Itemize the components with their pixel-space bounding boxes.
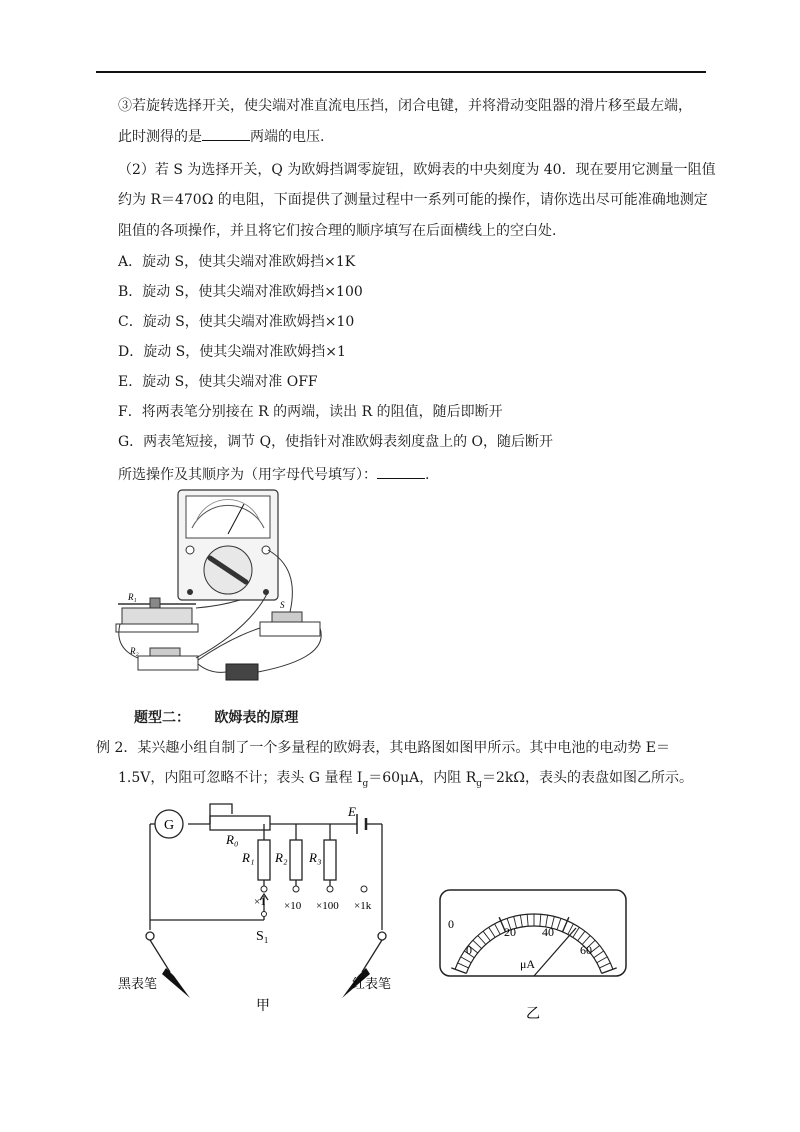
q2-intro-line1: （2）若 S 为选择开关，Q 为欧姆挡调零旋钮，欧姆表的中央刻度为 40．现在要用它测量一阻值: [118, 162, 716, 178]
label-x1k: ×1k: [354, 900, 372, 912]
red-probe-lead: [362, 940, 382, 972]
resistor-r2: [290, 840, 302, 880]
option-b: B．旋动 S，使其尖端对准欧姆挡×100: [118, 284, 363, 300]
black-probe: [162, 968, 190, 998]
q1-item3-text-b: 两端的电压.: [250, 129, 325, 145]
q1-item3-text-a: 此时测得的是: [118, 129, 202, 145]
rheostat-coil: [122, 608, 192, 624]
label-black-probe: 黑表笔: [118, 976, 158, 991]
terminal-black[interactable]: [263, 589, 269, 595]
option-d: D．旋动 S，使其尖端对准欧姆挡×1: [118, 344, 346, 360]
answer-blank-1[interactable]: [202, 126, 250, 141]
label-r3: R₃: [309, 850, 322, 865]
subscript-g2: g: [476, 778, 482, 789]
example2-text-a: 1.5V，内阻可忽略不计；表头 G 量程 I: [118, 770, 363, 786]
q1-item3-line2: [118, 126, 324, 147]
battery: [226, 664, 258, 680]
switch-s[interactable]: [272, 612, 302, 622]
rheostat-base: [116, 624, 198, 632]
caption-jia: 甲: [256, 999, 270, 1014]
red-terminal[interactable]: [378, 932, 386, 940]
example2-line2: [118, 768, 693, 794]
label-r1: R₁: [128, 592, 137, 602]
contact-x1k[interactable]: [361, 886, 367, 892]
label-r2: R₂: [130, 646, 139, 656]
label-x100: ×100: [316, 900, 339, 912]
example2-line1: 例 2．某兴趣小组自制了一个多量程的欧姆表，其电路图如图甲所示。其中电池的电动势 E＝: [96, 740, 671, 756]
resistor-r0: [210, 816, 270, 830]
label-x10: ×10: [284, 900, 302, 912]
caption-yi: 乙: [526, 1007, 540, 1022]
dial-unit: μA: [520, 957, 536, 971]
resistor-r2-base: [138, 656, 198, 670]
option-e: E．旋动 S，使其尖端对准 OFF: [118, 374, 318, 390]
zero-adjust-knob[interactable]: [186, 546, 194, 554]
switch-s-base: [260, 622, 320, 636]
subscript-g1: g: [362, 778, 369, 789]
label-r2: R₂: [275, 850, 288, 865]
terminal-com[interactable]: [187, 589, 193, 595]
section-title: 欧姆表的原理: [214, 710, 299, 726]
dial-scale-start-label: 0: [448, 917, 454, 931]
resistor-r2: [150, 648, 180, 656]
contact-x1[interactable]: [261, 886, 267, 892]
dial-tick-label-0: 0: [466, 943, 472, 957]
section-heading: [134, 708, 298, 728]
answer-blank-2[interactable]: [377, 464, 425, 479]
q2-intro-line2: 约为 R＝470Ω 的电阻，下面提供了测量过程中一系列可能的操作，请你选出尽可能准确地测定: [118, 192, 708, 208]
header-rule: [96, 71, 706, 73]
galvanometer-label: G: [163, 818, 175, 833]
answer-line: [118, 464, 429, 485]
section-label: 题型二：: [134, 710, 190, 726]
contact-x10[interactable]: [293, 886, 299, 892]
q2-intro-line3: 阻值的各项操作，并且将它们按合理的顺序填写在后面横线上的空白处.: [118, 223, 557, 239]
label-s: S: [280, 600, 285, 610]
label-r1: R₁: [242, 850, 255, 865]
option-c: C．旋动 S，使其尖端对准欧姆挡×10: [118, 314, 355, 330]
dial-tick-label-60: 60: [580, 943, 592, 957]
label-r0: R₀: [226, 832, 239, 847]
dial-tick-label-40: 40: [542, 925, 554, 939]
resistor-r3: [324, 840, 336, 880]
label-x1: ×1: [254, 896, 266, 908]
wire: [196, 600, 240, 608]
circuit-diagram: [110, 800, 430, 1025]
example2-text-c: ＝2kΩ，表头的表盘如图乙所示。: [482, 770, 693, 786]
option-g: G．两表笔短接，调节 Q，使指针对准欧姆表刻度盘上的 O，随后断开: [118, 434, 554, 450]
black-probe-lead: [150, 940, 170, 972]
q1-item3-line1: ③若旋转选择开关，使尖端对准直流电压挡，闭合电键，并将滑动变阻器的滑片移至最左端，: [118, 98, 692, 114]
label-s1: S₁: [256, 929, 269, 944]
label-e: E: [348, 804, 356, 819]
example2-text-b: ＝60μA，内阻 R: [368, 770, 477, 786]
label-red-probe: 红表笔: [352, 976, 392, 991]
option-a: A．旋动 S，使其尖端对准欧姆挡×1K: [118, 254, 356, 270]
black-terminal[interactable]: [146, 932, 154, 940]
meter-dial: [438, 888, 630, 1024]
multimeter-apparatus-figure: [110, 488, 440, 688]
answer-prompt: 所选操作及其顺序为（用字母代号填写）：: [118, 467, 377, 483]
wire: [198, 664, 226, 672]
dial-tick-label-20: 20: [504, 925, 516, 939]
option-f: F．将两表笔分别接在 R 的两端，读出 R 的阻值，随后即断开: [118, 404, 503, 420]
contact-x100[interactable]: [327, 886, 333, 892]
answer-end: .: [425, 467, 430, 483]
switch-s1-pivot: [262, 912, 267, 917]
rheostat-slider[interactable]: [150, 598, 160, 608]
resistor-r1: [258, 840, 270, 880]
wire: [198, 628, 260, 660]
r0-slider-wire: [210, 804, 232, 824]
